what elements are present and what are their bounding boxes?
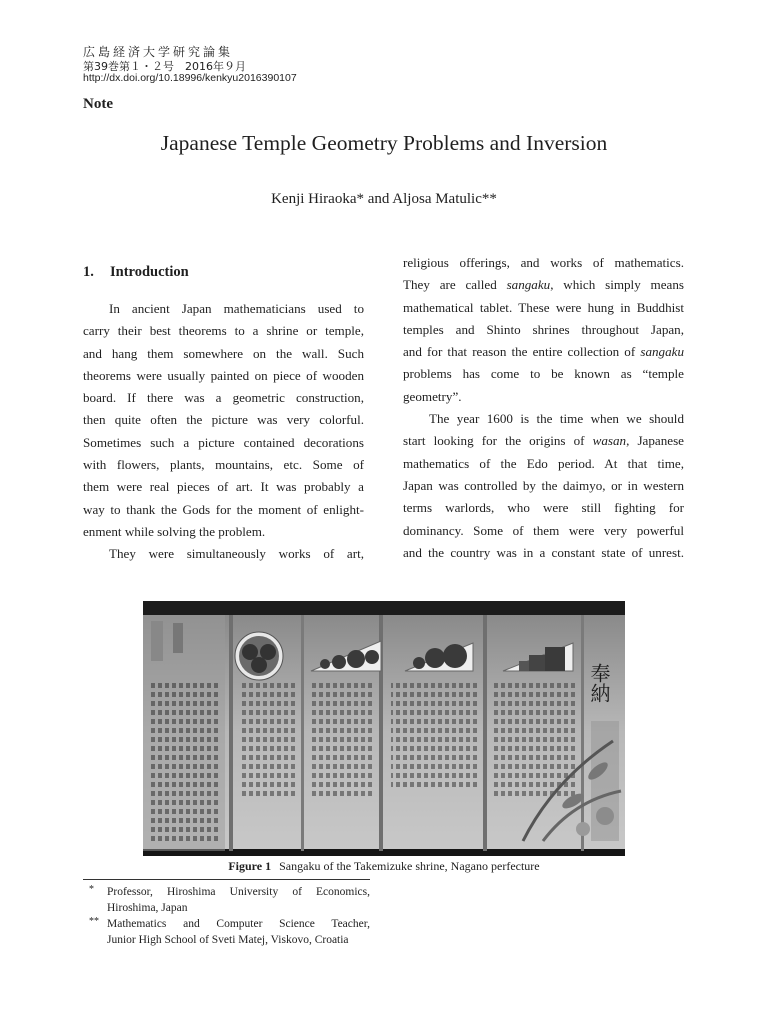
- body-line: In ancient Japan mathematicians used to: [109, 301, 364, 316]
- text-run: They are called: [403, 277, 507, 293]
- body-line: Japan was controlled by the daimyo, or in western: [403, 477, 684, 493]
- term-sangaku: sangaku: [506, 277, 551, 293]
- sangaku-photo: [143, 601, 625, 856]
- footnote: [83, 884, 370, 916]
- term-wasan: wasan: [592, 433, 627, 449]
- term-sangaku: sangaku: [640, 344, 684, 360]
- body-line: then quite often the picture was very colorful.: [83, 412, 364, 428]
- author-list: Kenji Hiraoka* and Aljosa Matulic**: [271, 191, 497, 207]
- left-column: [83, 298, 364, 566]
- text-run: and for that reason the entire collection of: [403, 344, 641, 360]
- body-line: geometry”.: [403, 388, 462, 404]
- footnote-mark: **: [89, 916, 99, 927]
- body-line: way to thank the Gods for the moment of enlight-: [83, 501, 364, 517]
- body-line: problems has come to be known as “temple: [403, 366, 684, 382]
- right-column: [403, 252, 684, 564]
- footnote-line: Junior High School of Sveti Matej, Viskovo, Croatia: [107, 934, 349, 946]
- journal-title: 広島経済大学研究論集: [83, 45, 234, 59]
- figure-label: Figure 1: [228, 859, 272, 873]
- body-line: mathematics of the Edo period. At that time,: [403, 455, 684, 471]
- volume-info: 第39巻第１・２号 2016年９月: [83, 60, 246, 73]
- body-line: board. If there was a geometric construction,: [83, 390, 364, 406]
- text-run: , Japanese: [626, 433, 684, 449]
- body-line: with flowers, plants, mountains, etc. Some of: [83, 457, 364, 473]
- text-run: start looking for the origins of: [403, 433, 593, 449]
- footnote: [83, 916, 370, 948]
- sangaku-image: [143, 601, 625, 856]
- body-line: them were real pieces of art. It was probably a: [83, 479, 364, 495]
- body-line: and the country was in a constant state of unrest.: [403, 544, 684, 560]
- body-line: enment while solving the problem.: [83, 523, 266, 539]
- body-line: theorems were usually painted on piece of wooden: [83, 367, 364, 383]
- body-line: carry their best theorems to a shrine or temple,: [83, 323, 364, 339]
- article-type: Note: [83, 96, 113, 112]
- body-line: [403, 341, 684, 363]
- body-line: terms warlords, who were still fighting for: [403, 500, 684, 516]
- section-number: 1.: [83, 264, 94, 280]
- footnote-line: Professor, Hiroshima University of Economics,: [107, 886, 370, 898]
- body-line: They were simultaneously works of art,: [109, 546, 364, 562]
- footnote-line: Mathematics and Computer Science Teacher,: [107, 918, 370, 930]
- footnote-rule: [83, 879, 370, 880]
- footnote-mark: *: [89, 884, 94, 895]
- footnotes: [83, 884, 370, 948]
- text-run: , which simply means: [550, 277, 684, 293]
- body-line: [403, 274, 684, 296]
- body-line: The year 1600 is the time when we should: [429, 411, 684, 427]
- figure-caption: [0, 859, 768, 874]
- plaque-text: 奉納: [587, 663, 611, 703]
- body-line: mathematical tablet. These were hung in Buddhist: [403, 299, 684, 315]
- doi-link[interactable]: http://dx.doi.org/10.18996/kenkyu2016390107: [83, 72, 297, 84]
- section-heading: [83, 264, 189, 281]
- body-line: dominancy. Some of them were very powerful: [403, 522, 684, 538]
- body-line: temples and Shinto shrines throughout Japan,: [403, 321, 684, 337]
- body-line: [403, 430, 684, 452]
- body-line: religious offerings, and works of mathematics.: [403, 255, 684, 270]
- body-line: and hang them somewhere on the wall. Such: [83, 345, 364, 361]
- section-title: Introduction: [110, 264, 189, 280]
- footnote-line: Hiroshima, Japan: [107, 902, 188, 914]
- figure-caption-text: Sangaku of the Takemizuke shrine, Nagano perfecture: [279, 859, 540, 873]
- paper-title: Japanese Temple Geometry Problems and Inversion: [160, 131, 608, 155]
- body-line: Sometimes such a picture contained decorations: [83, 434, 364, 450]
